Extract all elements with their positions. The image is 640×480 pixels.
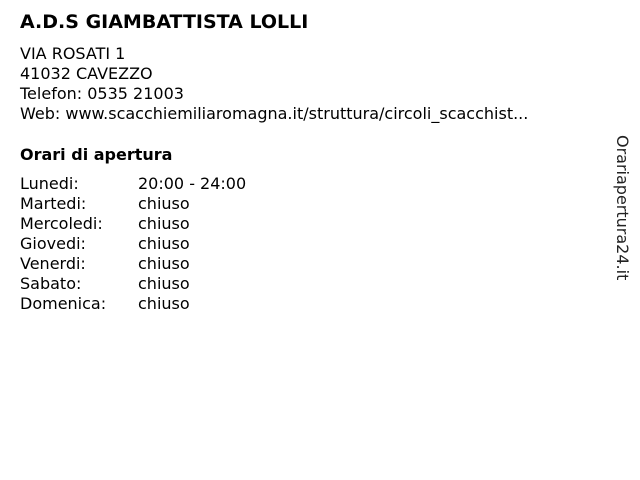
- hours-day: Mercoledi:: [20, 214, 103, 233]
- business-contact-block: [20, 44, 528, 124]
- hours-day: Martedi:: [20, 194, 87, 213]
- hours-day: Domenica:: [20, 294, 107, 313]
- hours-time: chiuso: [138, 194, 190, 213]
- website-link[interactable]: Web: www.scacchiemiliaromagna.it/struttura/circoli_scacchist...: [20, 104, 529, 123]
- city-postal-code: 41032 CAVEZZO: [20, 64, 153, 83]
- hours-time: chiuso: [138, 214, 190, 233]
- site-brand-watermark: Orariapertura24.it: [613, 135, 632, 281]
- hours-day: Sabato:: [20, 274, 82, 293]
- street-address: VIA ROSATI 1: [20, 44, 126, 63]
- hours-time: 20:00 - 24:00: [138, 174, 247, 193]
- hours-time: chiuso: [138, 234, 190, 253]
- hours-day: Giovedi:: [20, 234, 86, 253]
- opening-hours-heading: Orari di apertura: [20, 145, 173, 164]
- phone-number: Telefon: 0535 21003: [20, 84, 184, 103]
- hours-time: chiuso: [138, 294, 190, 313]
- hours-time: chiuso: [138, 254, 190, 273]
- hours-day: Venerdi:: [20, 254, 86, 273]
- hours-day: Lunedi:: [20, 174, 79, 193]
- business-name: A.D.S GIAMBATTISTA LOLLI: [20, 11, 309, 33]
- hours-time: chiuso: [138, 274, 190, 293]
